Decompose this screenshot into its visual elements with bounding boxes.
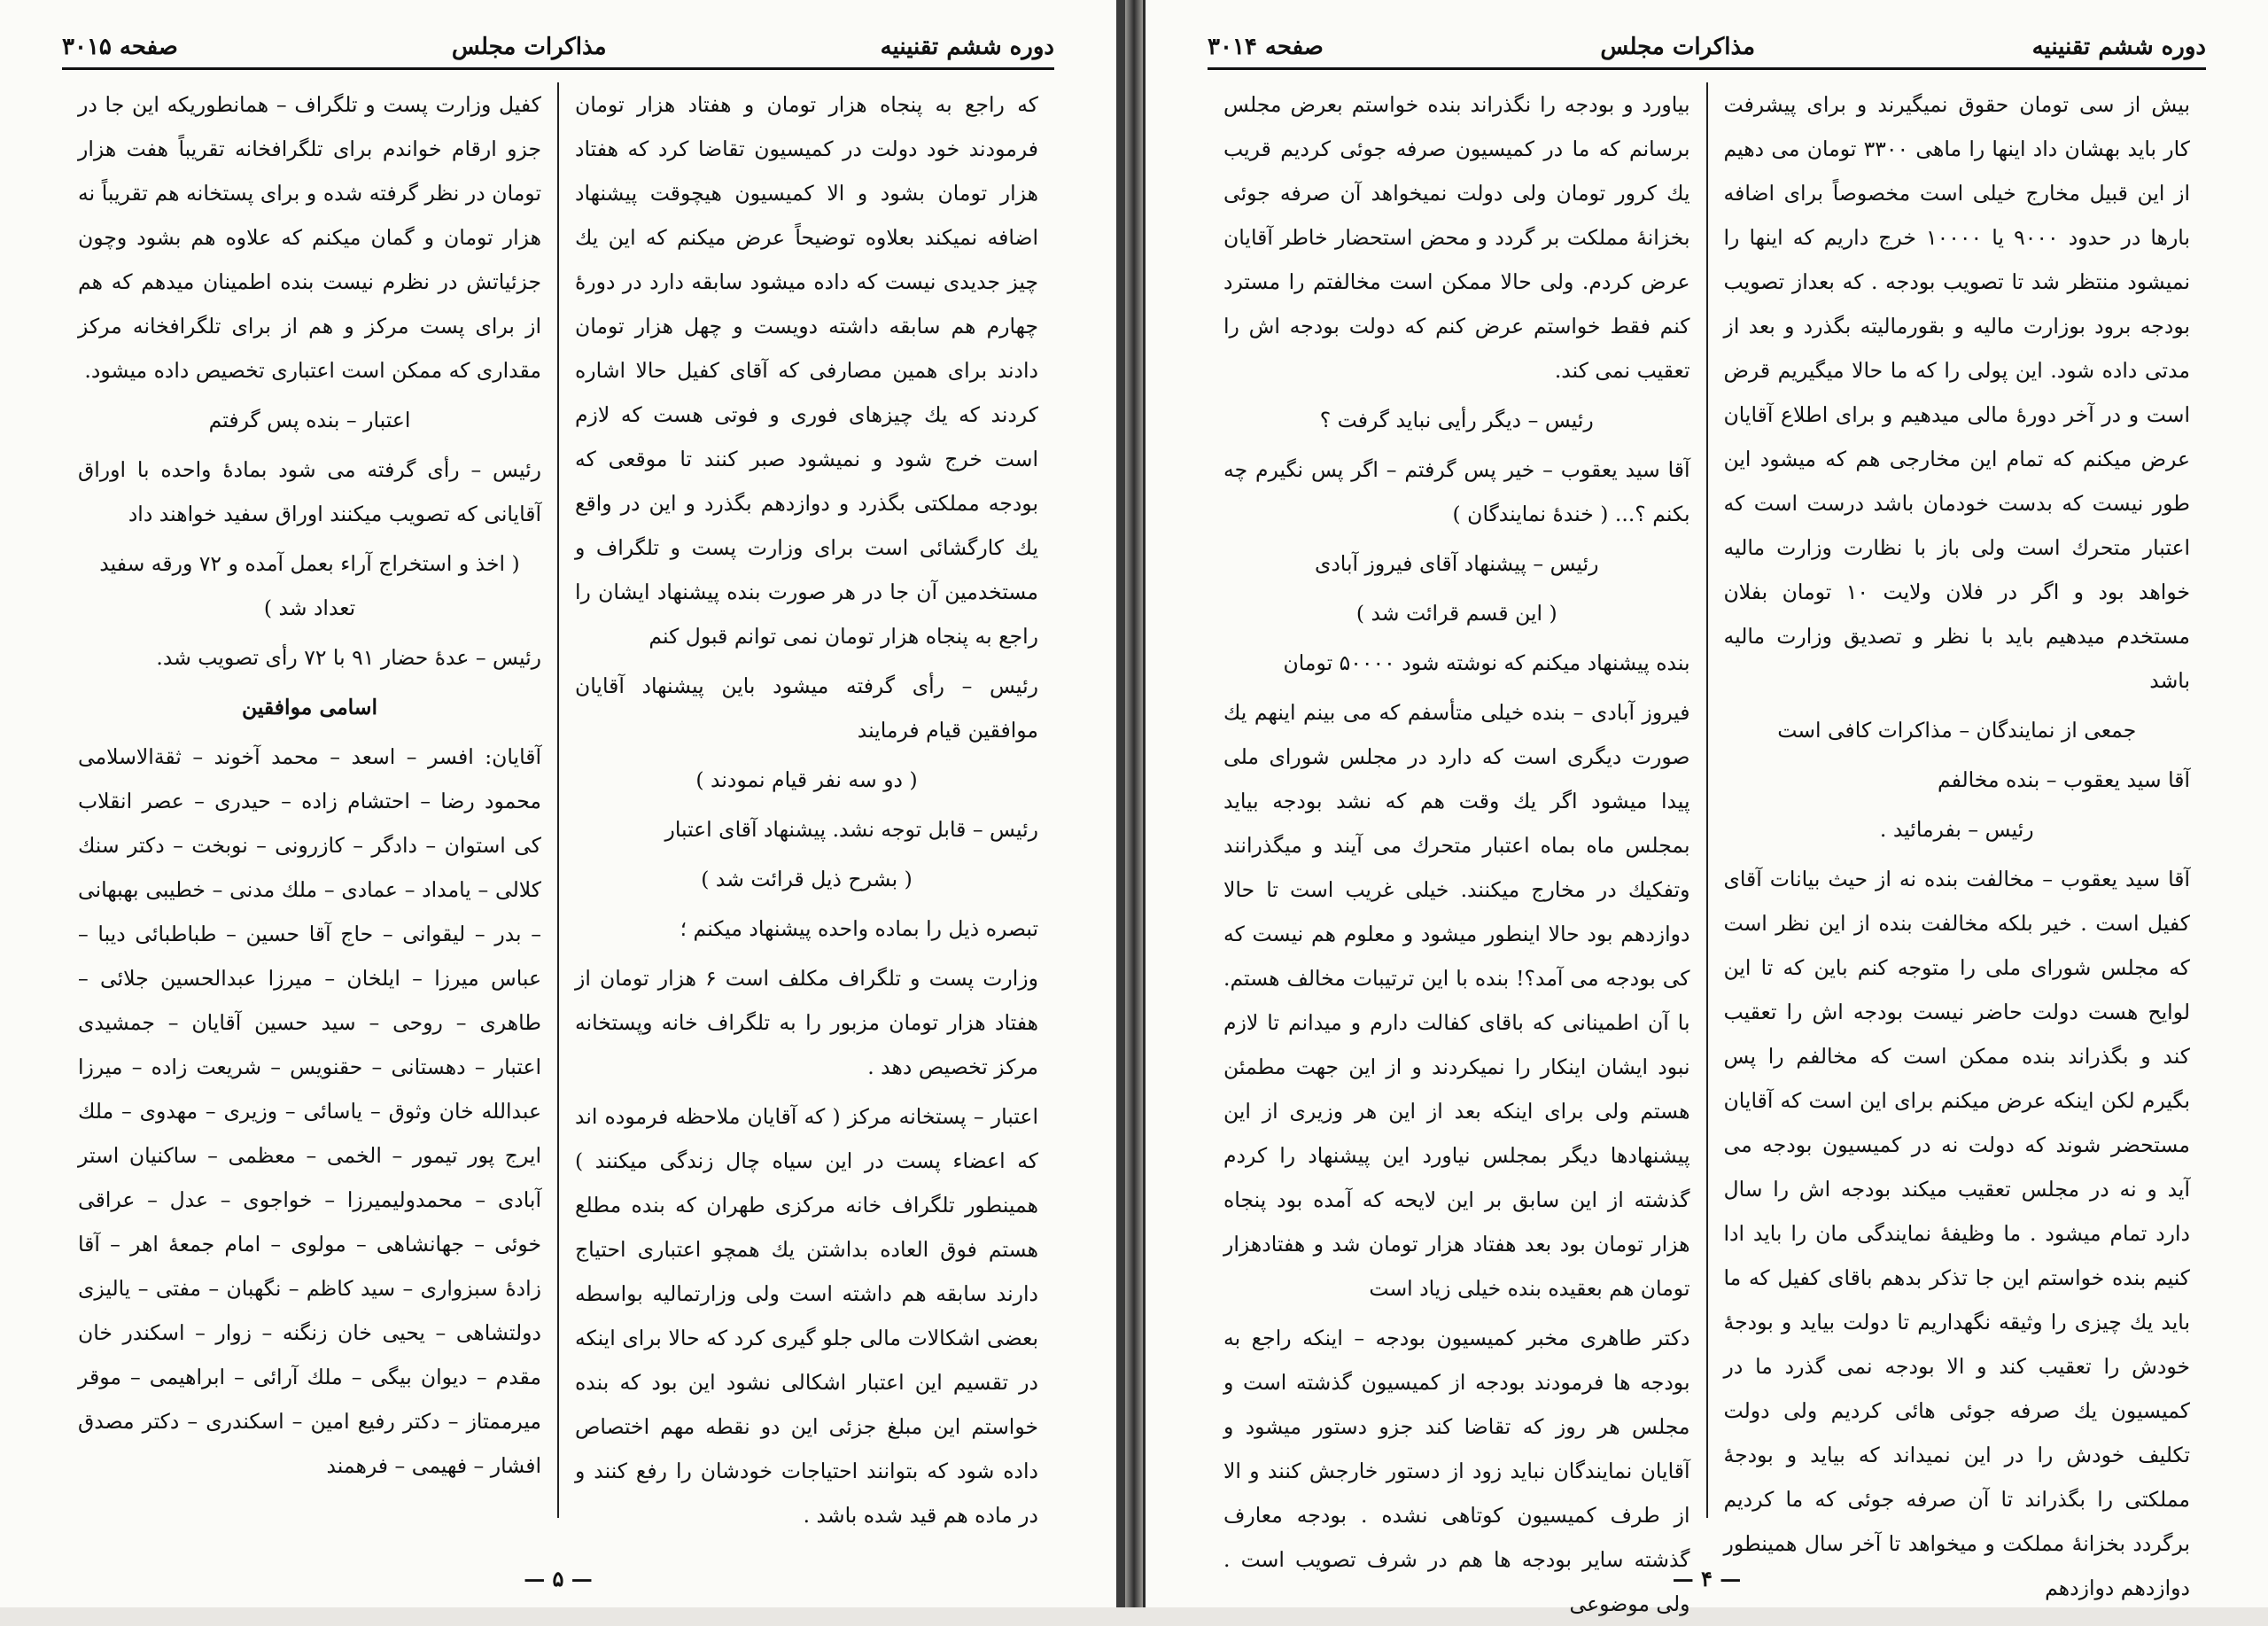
paragraph: رئیس – قابل توجه نشد. پیشنهاد آقای اعتبار: [664, 817, 1038, 842]
paragraph: تبصره ذیل را بماده واحده پیشنهاد میکنم ؛: [680, 916, 1038, 941]
paragraph: بنده پیشنهاد میکنم که نوشته شود ۵۰۰۰۰ تومان: [1283, 650, 1690, 675]
paragraph: جمعی از نمایندگان – مذاکرات کافی است: [1777, 718, 2137, 743]
column-left: [62, 82, 559, 1518]
text-columns: [62, 82, 1054, 1528]
page-title: مذاکرات مجلس: [451, 34, 607, 60]
paragraph: آقا سید یعقوب – مخالفت بنده نه از حیث بیانات آقای کفیل است . خیر بلکه مخالفت بنده از این نظر است که مجلس شورای ملی را متوجه کنم باین که تا این لوایح هست دولت حاضر نیست بودجه اش را تعقیب کند و بگذراند بنده ممکن است که مخالفم را پس بگیرم لکن اینکه عرض میکنم برای این است که آقایان مستحضر شوند که دولت نه در کمیسیون بودجه می آید و نه در مجلس تعقیب میکند بودجه اش را سال دارد تمام میشود . ما وظیفهٔ نمایندگی مان را باید ادا کنیم بنده خواستم این جا تذکر بدهم باقای کفیل که ما باید یك چیزی را وثیقه نگهداریم تا دولت بیاید و بودجهٔ خودش را تعقیب کند و الا بودجه نمی گذرد ما در کمیسیون یك صرفه جوئی هائی کردیم ولی دولت تکلیف خودش را در این نمیداند که بیاید و بودجهٔ مملکتی را بگذراند تا آن صرفه جوئی که ما کردیم برگردد بخزانهٔ مملکت و میخواهد تا آخر سال همینطور دوازدهم دوازدهم: [1723, 867, 2190, 1600]
page-number: صفحه ۳۰۱۴: [1208, 34, 1324, 60]
column-right: [559, 82, 1054, 1528]
section-heading: اسامی موافقین: [241, 695, 378, 720]
paragraph: رئیس – عدهٔ حضار ۹۱ با ۷۲ رأی تصویب شد.: [156, 645, 541, 670]
paragraph: بیش از سی تومان حقوق نمیگیرند و برای پیشرفت کار باید بهشان داد اینها را ماهی ۳۳۰۰ تومان می دهیم از این قبیل مخارج خیلی است مخصوصاً برای اضافه بارها در حدود ۹۰۰۰ یا ۱۰۰۰۰ خرج داریم که اینها را نمیشود منتظر شد تا تصویب بودجه . که بعداز تصویب بودجه برود بوزارت مالیه و بقورمالیته بگذرد و بعد از مدتی داده شود. این پولی را که ما حالا میگیریم قرض است و در آخر دورهٔ مالی میدهیم و برای اطلاع آقایان عرض میکنم که تمام این مخارجی هم که میشود این طور نیست که بدست خودمان باشد درست است که اعتبار متحرك است ولی باز با نظارت وزارت مالیه خواهد بود و اگر در فلان ولایت ۱۰ تومان بفلان مستخدم میدهیم باید با نظر و تصدیق وزارت مالیه باشد: [1723, 92, 2191, 693]
paragraph: ( اخذ و استخراج آراء بعمل آمده و ۷۲ ورقه سفید تعداد شد ): [99, 551, 520, 620]
page-3015: [0, 0, 1125, 1607]
paragraph: دکتر طاهری مخبر کمیسیون بودجه – اینکه راجع به بودجه ها فرمودند بودجه از کمیسیون گذشته است و مجلس هر روز که تقاضا کند جزو دستور میشود و آقایان نمایندگان نباید زود از دستور خارجش کنند و الا از طرف کمیسیون کوتاهی نشده . بودجه معارف گذشته سایر بودجه ها هم در شرف تصویب است . ولی موضوعی: [1223, 1326, 1690, 1616]
paragraph: ( دو سه نفر قیام نمودند ): [695, 767, 918, 792]
page-header: [1208, 34, 2206, 70]
session-title: دوره ششم تقنینیه: [880, 34, 1054, 60]
paragraph: آقا سید یعقوب – بنده مخالفم: [1937, 767, 2190, 792]
paragraph: بیاورد و بودجه را نگذراند بنده خواستم بعرض مجلس برسانم که ما در کمیسیون صرفه جوئی کردیم قریب یك کرور تومان ولی دولت نمیخواهد آن صرفه جوئی بخزانهٔ مملکت بر گردد و محض استحضار خاطر آقایان عرض کردم. ولی حالا ممکن است مخالفتم را مسترد کنم فقط خواستم عرض کنم که دولت بودجه اش را تعقیب نمی کند.: [1223, 92, 1690, 383]
paragraph: که راجع به پنجاه هزار تومان و هفتاد هزار تومان فرمودند خود دولت در کمیسیون تقاضا کرد که هفتاد هزار تومان بشود و الا کمیسیون هیچوقت پیشنهاد اضافه نمیکند بعلاوه توضیحاً عرض میکنم که این یك چیز جدیدی نیست که داده میشود سابقه دارد در دورهٔ چهارم هم سابقه داشته دویست و چهل هزار تومان دادند برای همین مصارفی که آقای کفیل حالا اشاره کردند که یك چیزهای فوری و فوتی هست که لازم است خرج شود و نمیشود صبر کنند تا موقعی که بودجه مملکتی بگذرد و دوازدهم بگذرد و این در واقع یك کارگشائی است برای وزارت پست و تلگراف و مستخدمین آن جا در هر صورت بنده پیشنهاد ایشان را راجع به پنجاه هزار تومان نمی توانم قبول کنم: [575, 92, 1038, 649]
names-list: آقایان: افسر – اسعد – محمد آخوند – ثقةالاسلامی محمود رضا – احتشام زاده – حیدری – عصر انقلاب کی استوان – دادگر – کازرونی – نوبخت – دکتر سنك کلالی – یامداد – عمادی – ملك مدنی – خطیبی بهبهانی – بدر – لیقوانی – حاج آقا حسین – طباطبائی دیبا – عباس میرزا – ایلخان – میرزا عبدالحسین جلائی – طاهری – روحی – سید حسین آقایان – جمشیدی اعتبار – دهستانی – حقنویس – شریعت زاده – میرزا عبدالله خان وثوق – یاسائی – وزیری – مهدوی – ملك ایرج پور تیمور – الخمی – معظمی – ساکنیان استر آبادی – محمدولیمیرزا – خواجوی – عدل – عراقی خوئی – جهانشاهی – مولوی – امام جمعهٔ اهر – آقا زادهٔ سبزواری – سید کاظم – نگهبان – مفتی – یالیزی دولتشاهی – یحیی خان زنگنه – زوار – اسکندر خان مقدم – دیوان بیگی – ملك آرائی – ابراهیمی – موقر میرممتاز – دکتر رفیع امین – اسکندری – دکتر مصدق افشار – فهیمی – فرهمند: [78, 744, 541, 1478]
paragraph: ( این قسم قرائت شد ): [1355, 601, 1557, 626]
paragraph: رئیس – دیگر رأیی نباید گرفت ؟: [1319, 408, 1594, 432]
paragraph: اعتبار – بنده پس گرفتم: [208, 408, 411, 432]
paragraph: رئیس – پیشنهاد آقای فیروز آبادی: [1314, 551, 1599, 576]
paragraph: فیروز آبادی – بنده خیلی متأسفم که می بینم اینهم یك صورت دیگری است که دارد در مجلس شورای ملی پیدا میشود اگر یك وقت هم که نشد بودجه بیاید بمجلس ماه بماه اعتبار متحرك می آیند و میگذرانند وتفکیك در مخارج میکنند. خیلی غریب است تا حالا دوازدهم بود حالا اینطور میشود و معلوم هم نیست که کی بودجه می آمد؟! بنده با این ترتیبات مخالف هستم. با آن اطمینانی که باقای کفالت دارم و میدانم تا لازم نبود ایشان اینکار را نمیکردند و از این جهت مطمئن هستم ولی برای اینکه بعد از این هر وزیری از این پیشنهادها دیگر بمجلس نیاورد این پیشنهاد را کردم گذشته از این سابق بر این لایحه که آمده بود پنجاه هزار تومان بود بعد هفتاد هزار تومان شد و هفتادهزار تومان هم بعقیده بنده خیلی زیاد است: [1223, 700, 1690, 1301]
column-left: [1208, 82, 1708, 1616]
book-gutter: [1125, 0, 1143, 1607]
page-3014: [1143, 0, 2268, 1616]
paragraph: آقا سید یعقوب – خیر پس گرفتم – اگر پس نگیرم چه بکنم ؟... ( خندهٔ نمایندگان ): [1223, 457, 1690, 526]
paragraph: کفیل وزارت پست و تلگراف – همانطوریکه این جا در جزو ارقام خواندم برای تلگرافخانه تقریباً هفت هزار تومان در نظر گرفته شده و برای پستخانه هم تقریباً نه هزار تومان و گمان میکنم که علاوه هم بشود وچون جزئیاتش در نظرم نیست بنده اطمینان میدهم که هم از برای پست مرکز و هم از برای تلگرافخانه مرکز مقداری که ممکن است اعتباری تخصیص داده میشود.: [78, 92, 541, 383]
paragraph: اعتبار – پستخانه مرکز ( که آقایان ملاحظه فرموده اند که اعضاء پست در این سیاه چال زندگی میکنند ) همینطور تلگراف خانه مرکزی طهران که بنده مطلع هستم فوق العاده بداشتن یك همچو اعتباری احتیاج دارند سابقه هم داشته است ولی وزارتمالیه بواسطه بعضی اشکالات مالی جلو گیری کرد که حالا برای اینکه در تقسیم این اعتبار اشکالی نشود این بود که بنده خواستم این مبلغ جزئی این دو نقطه مهم اختصاص داده شود که بتوانند احتیاجات خودشان را رفع کنند و در ماده هم قید شده باشد .: [575, 1104, 1038, 1528]
page-number: صفحه ۳۰۱۵: [62, 34, 178, 60]
paragraph: ( بشرح ذیل قرائت شد ): [701, 867, 913, 891]
page-footer-number: — ۵ —: [524, 1566, 593, 1591]
column-right: [1708, 82, 2207, 1600]
page-title: مذاکرات مجلس: [1600, 34, 1756, 60]
paragraph: رئیس – رأی گرفته میشود باین پیشنهاد آقایان موافقین قیام فرمایند: [575, 673, 1038, 743]
paragraph: رئیس – بفرمائید .: [1879, 817, 2034, 842]
page-footer-number: — ۴ —: [1672, 1566, 1742, 1591]
paragraph: وزارت پست و تلگراف مکلف است ۶ هزار تومان از هفتاد هزار تومان مزبور را به تلگراف خانه وپستخانه مرکز تخصیص دهد .: [575, 966, 1038, 1079]
session-title: دوره ششم تقنینیه: [2031, 34, 2206, 60]
page-header: [62, 34, 1054, 70]
paragraph: رئیس – رأی گرفته می شود بمادهٔ واحده با اوراق آقایانی که تصویب میکنند اوراق سفید خواهند داد: [78, 457, 541, 526]
text-columns: [1208, 82, 2206, 1616]
